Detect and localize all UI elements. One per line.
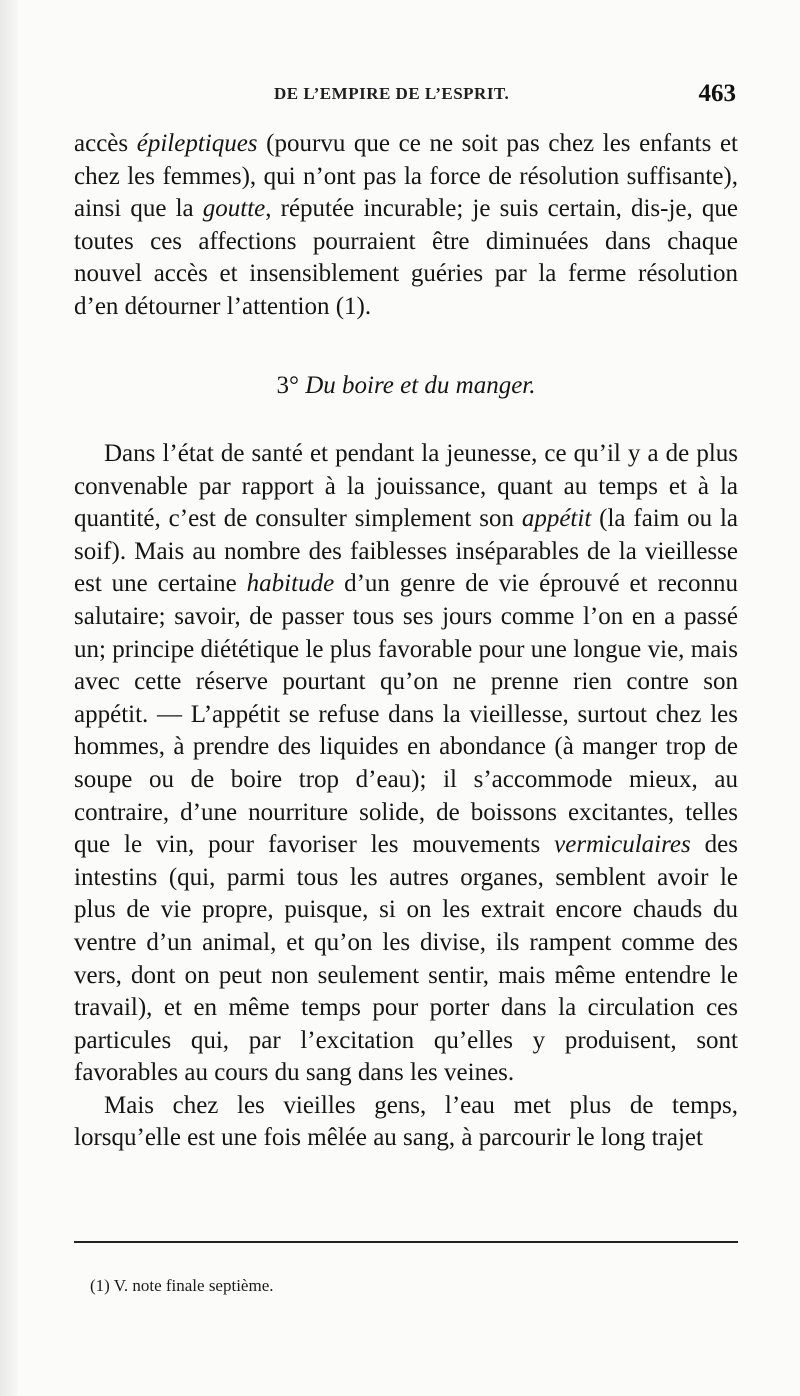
italic-term: épileptiques (136, 130, 258, 157)
body-text-main (74, 438, 738, 1155)
running-title: DE L’EMPIRE DE L’ESPRIT. (274, 84, 510, 103)
section-number: 3° (276, 372, 306, 399)
paragraph-youth-appetite: Dans l’état de santé et pendant la jeunesse, ce qu’il y a de plus convenable par rapport à la jouissance, quant au temps et à la quantité, c’est de consulter simplement son appétit (la faim ou la soif). Mais au nombre des faiblesses inséparables de la vieillesse est une certaine habitude d’un genre de vie éprouvé et reconnu salutaire; savoir, de passer tous ses jours comme l’on en a passé un; principe diététique le plus favorable pour une longue vie, mais avec cette réserve pourtant qu’on ne prenne rien contre son appétit. — L’appétit se refuse dans la vieillesse, surtout chez les hommes, à prendre des liquides en abondance (à manger trop de soupe ou de boire trop d’eau); il s’accommode mieux, au contraire, d’une nourriture solide, de boissons excitantes, telles que le vin, pour favoriser les mouvements vermiculaires des intestins (qui, parmi tous les autres organes, semblent avoir le plus de vie propre, puisque, si on les extrait encore chauds du ventre d’un animal, et qu’on les divise, ils rampent comme des vers, dont on peut non seulement sentir, mais même entendre le travail), et en même temps pour porter dans la circulation ces particules qui, par l’excitation qu’elles y produisent, sont favorables au cours du sang dans les veines. (74, 440, 739, 1087)
page-gutter-shadow (0, 0, 18, 1396)
paragraph-elderly-water: Mais chez les vieilles gens, l’eau met plus de temps, lorsqu’elle est une fois mêlée au sang, à parcourir le long trajet (74, 1091, 738, 1152)
running-header (74, 80, 736, 112)
section-heading (74, 372, 738, 400)
footnote: (1) V. note finale septième. (90, 1276, 274, 1295)
section-title: Du boire et du manger. (305, 372, 536, 399)
body-text-top (74, 128, 738, 324)
italic-term: goutte (202, 195, 266, 223)
italic-term: habitude (246, 570, 335, 598)
italic-term: vermiculaires (554, 831, 691, 859)
page-number: 463 (698, 80, 736, 107)
paragraph-epilepsy: accès épileptiques (pourvu que ce ne soit pas chez les enfants et chez les femmes), qui n’ont pas la force de résolution suffisante), ainsi que la goutte, réputée incurable; je suis certain, dis-je, que toutes ces affections pourraient être diminuées dans chaque nouvel accès et insensiblement guéries par la ferme résolution d’en détourner l’attention (1). (74, 130, 738, 320)
italic-term: appétit (521, 505, 592, 533)
footnote-separator (74, 1241, 738, 1243)
